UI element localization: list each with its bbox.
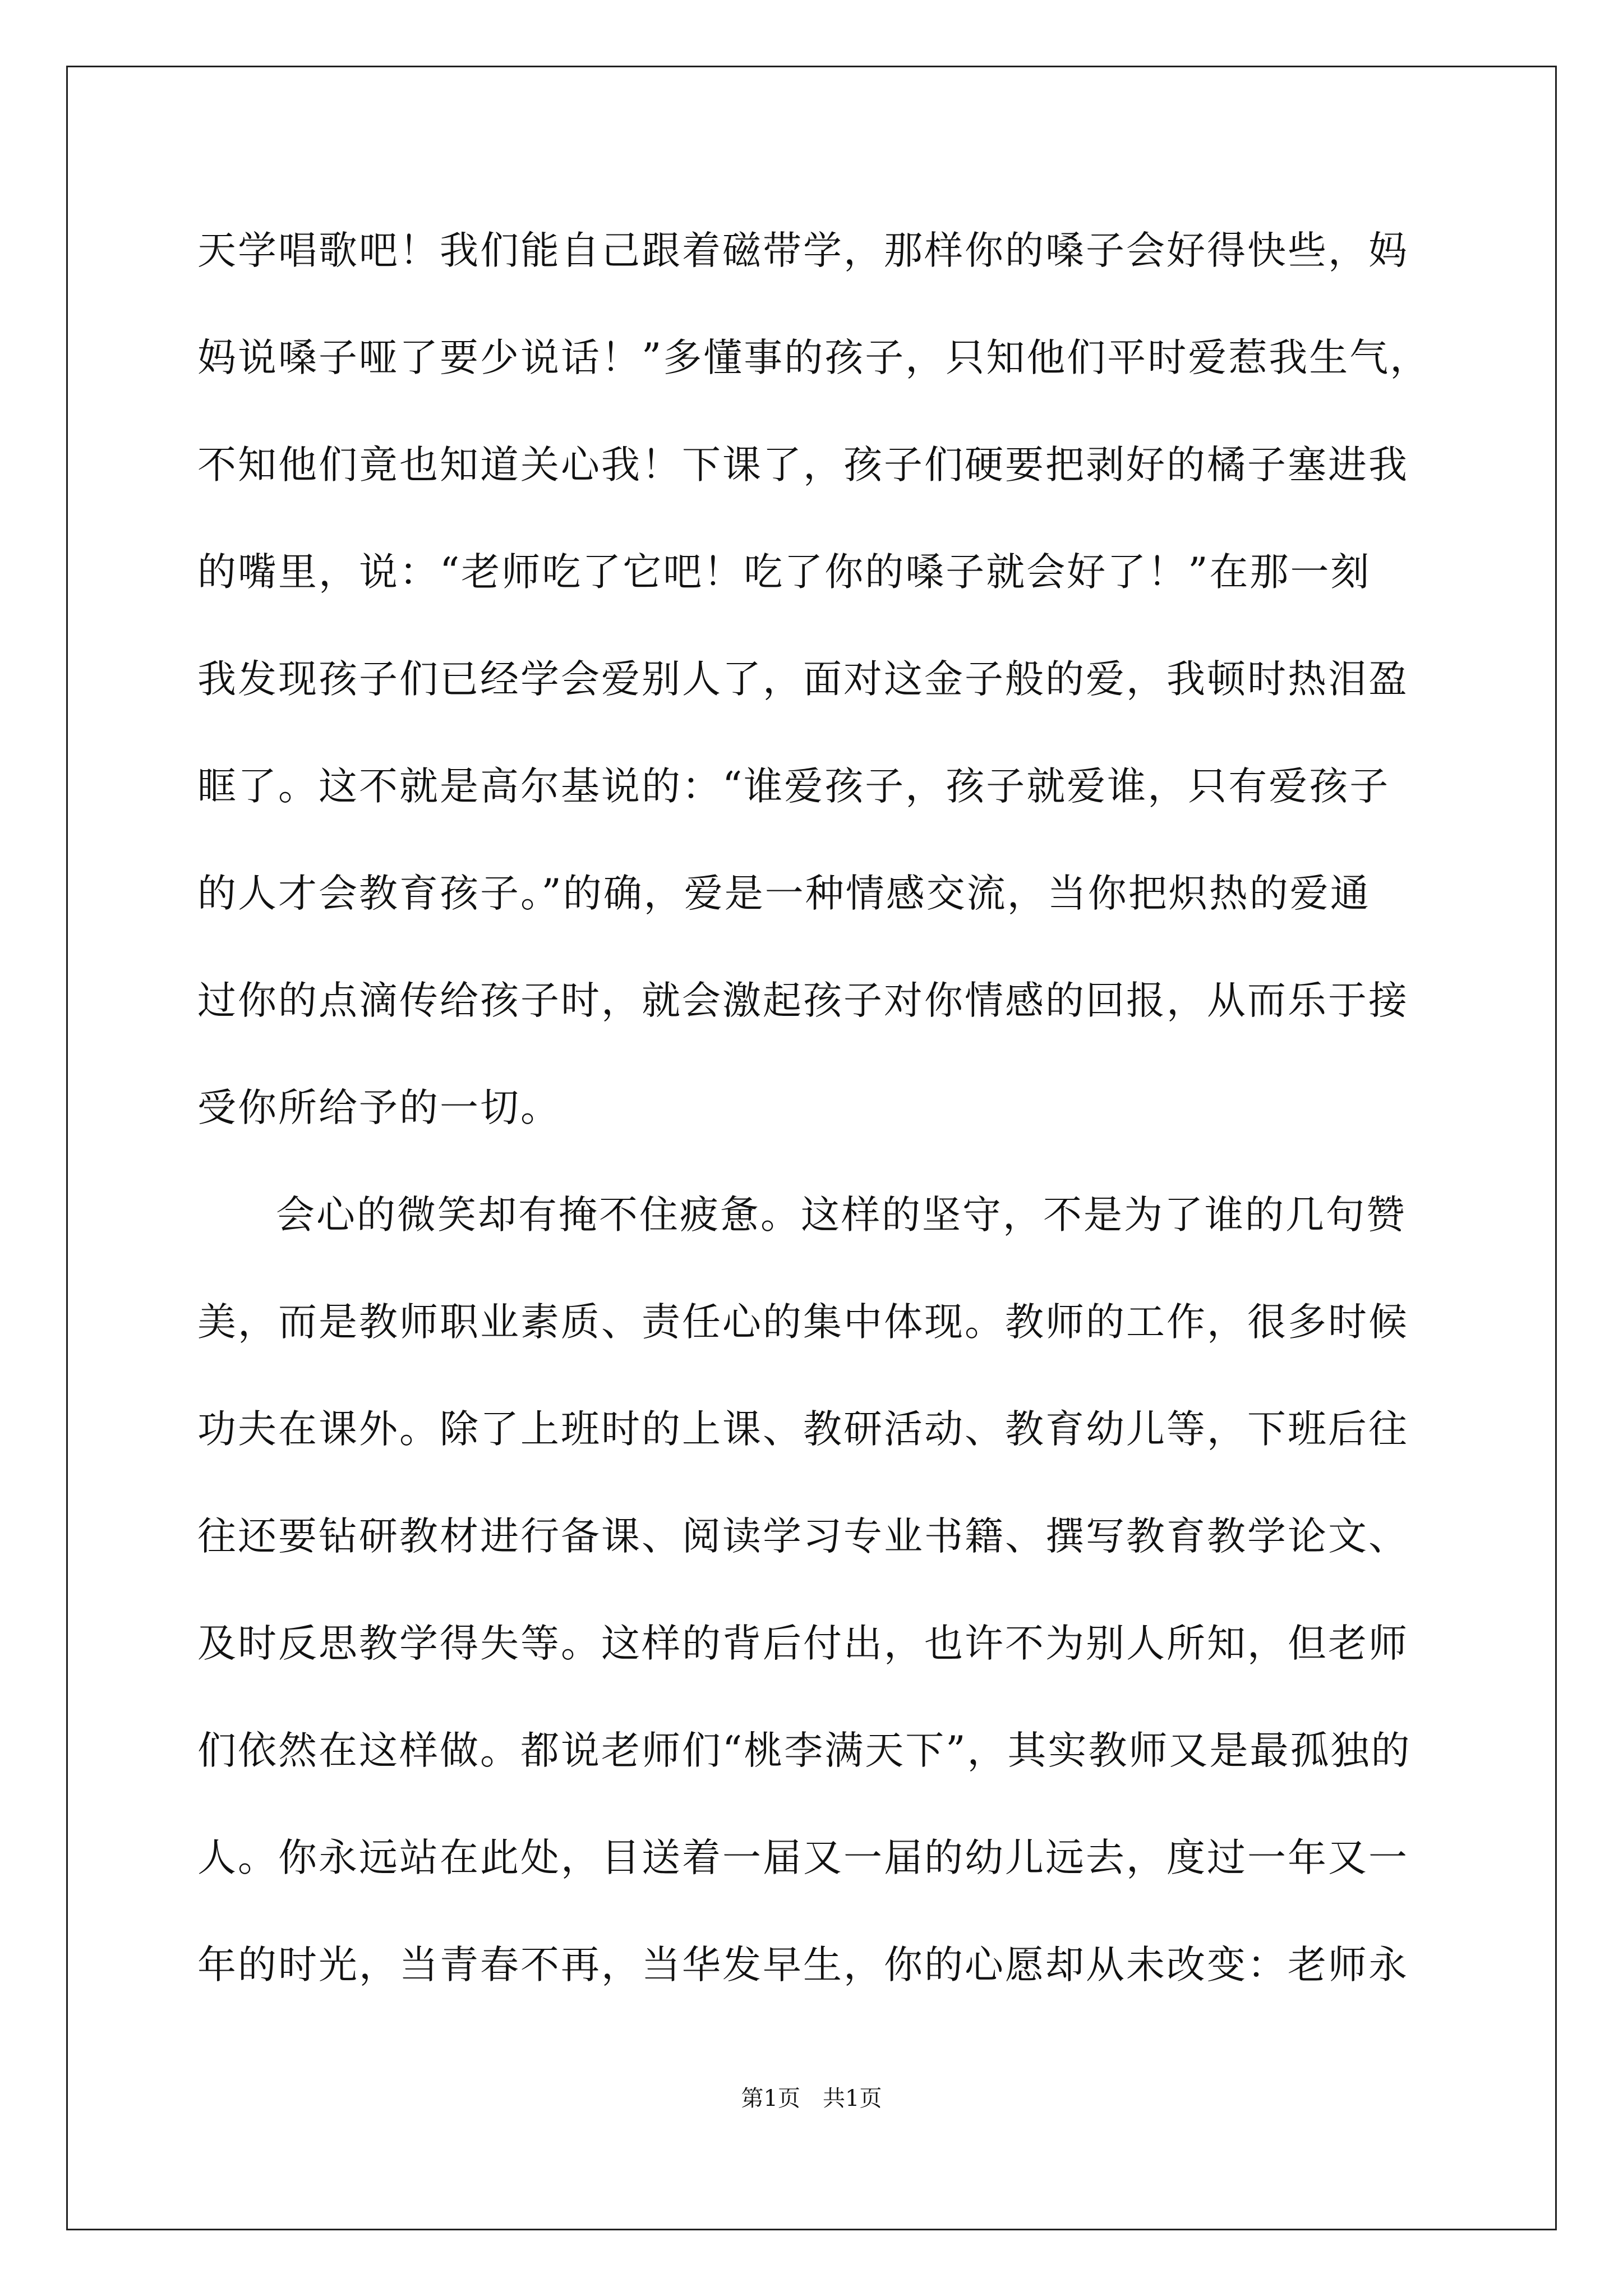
text-line: 眶了。这不就是高尔基说的：“谁爱孩子，孩子就爱谁，只有爱孩子 (197, 764, 1390, 809)
text-line: 我发现孩子们已经学会爱别人了，面对这金子般的爱，我顿时热泪盈 (197, 657, 1409, 702)
text-line: 的嘴里，说：“老师吃了它吧！吃了你的嗓子就会好了！”在那一刻 (197, 550, 1371, 595)
text-line: 受你所给予的一切。 (197, 1085, 561, 1130)
paragraph-start-line: 会心的微笑却有掩不住疲惫。这样的坚守，不是为了谁的几句赞 (276, 1193, 1407, 1237)
text-line: 们依然在这样做。都说老师们“桃李满天下”，其实教师又是最孤独的 (197, 1728, 1412, 1773)
text-line: 的人才会教育孩子。”的确，爱是一种情感交流，当你把炽热的爱通 (197, 871, 1371, 916)
text-line: 人。你永远站在此处，目送着一届又一届的幼儿远去，度过一年又一 (197, 1835, 1409, 1880)
text-line: 妈说嗓子哑了要少说话！”多懂事的孩子，只知他们平时爱惹我生气， (197, 335, 1431, 380)
text-line: 及时反思教学得失等。这样的背后付出，也许不为别人所知，但老师 (197, 1621, 1409, 1666)
text-line: 往还要钻研教材进行备课、阅读学习专业书籍、撰写教育教学论文、 (197, 1514, 1409, 1559)
text-line: 功夫在课外。除了上班时的上课、教研活动、教育幼儿等，下班后往 (197, 1407, 1409, 1452)
text-line: 天学唱歌吧！我们能自己跟着磁带学，那样你的嗓子会好得快些，妈 (197, 228, 1409, 273)
text-line: 过你的点滴传给孩子时，就会激起孩子对你情感的回报，从而乐于接 (197, 978, 1409, 1023)
page-footer: 第1页 共1页 (741, 2086, 882, 2111)
document-body (197, 220, 1442, 2041)
text-line: 不知他们竟也知道关心我！下课了，孩子们硬要把剥好的橘子塞进我 (197, 443, 1409, 487)
text-line: 美，而是教师职业素质、责任心的集中体现。教师的工作，很多时候 (197, 1300, 1409, 1345)
text-line: 年的时光，当青春不再，当华发早生，你的心愿却从未改变：老师永 (197, 1943, 1409, 1987)
